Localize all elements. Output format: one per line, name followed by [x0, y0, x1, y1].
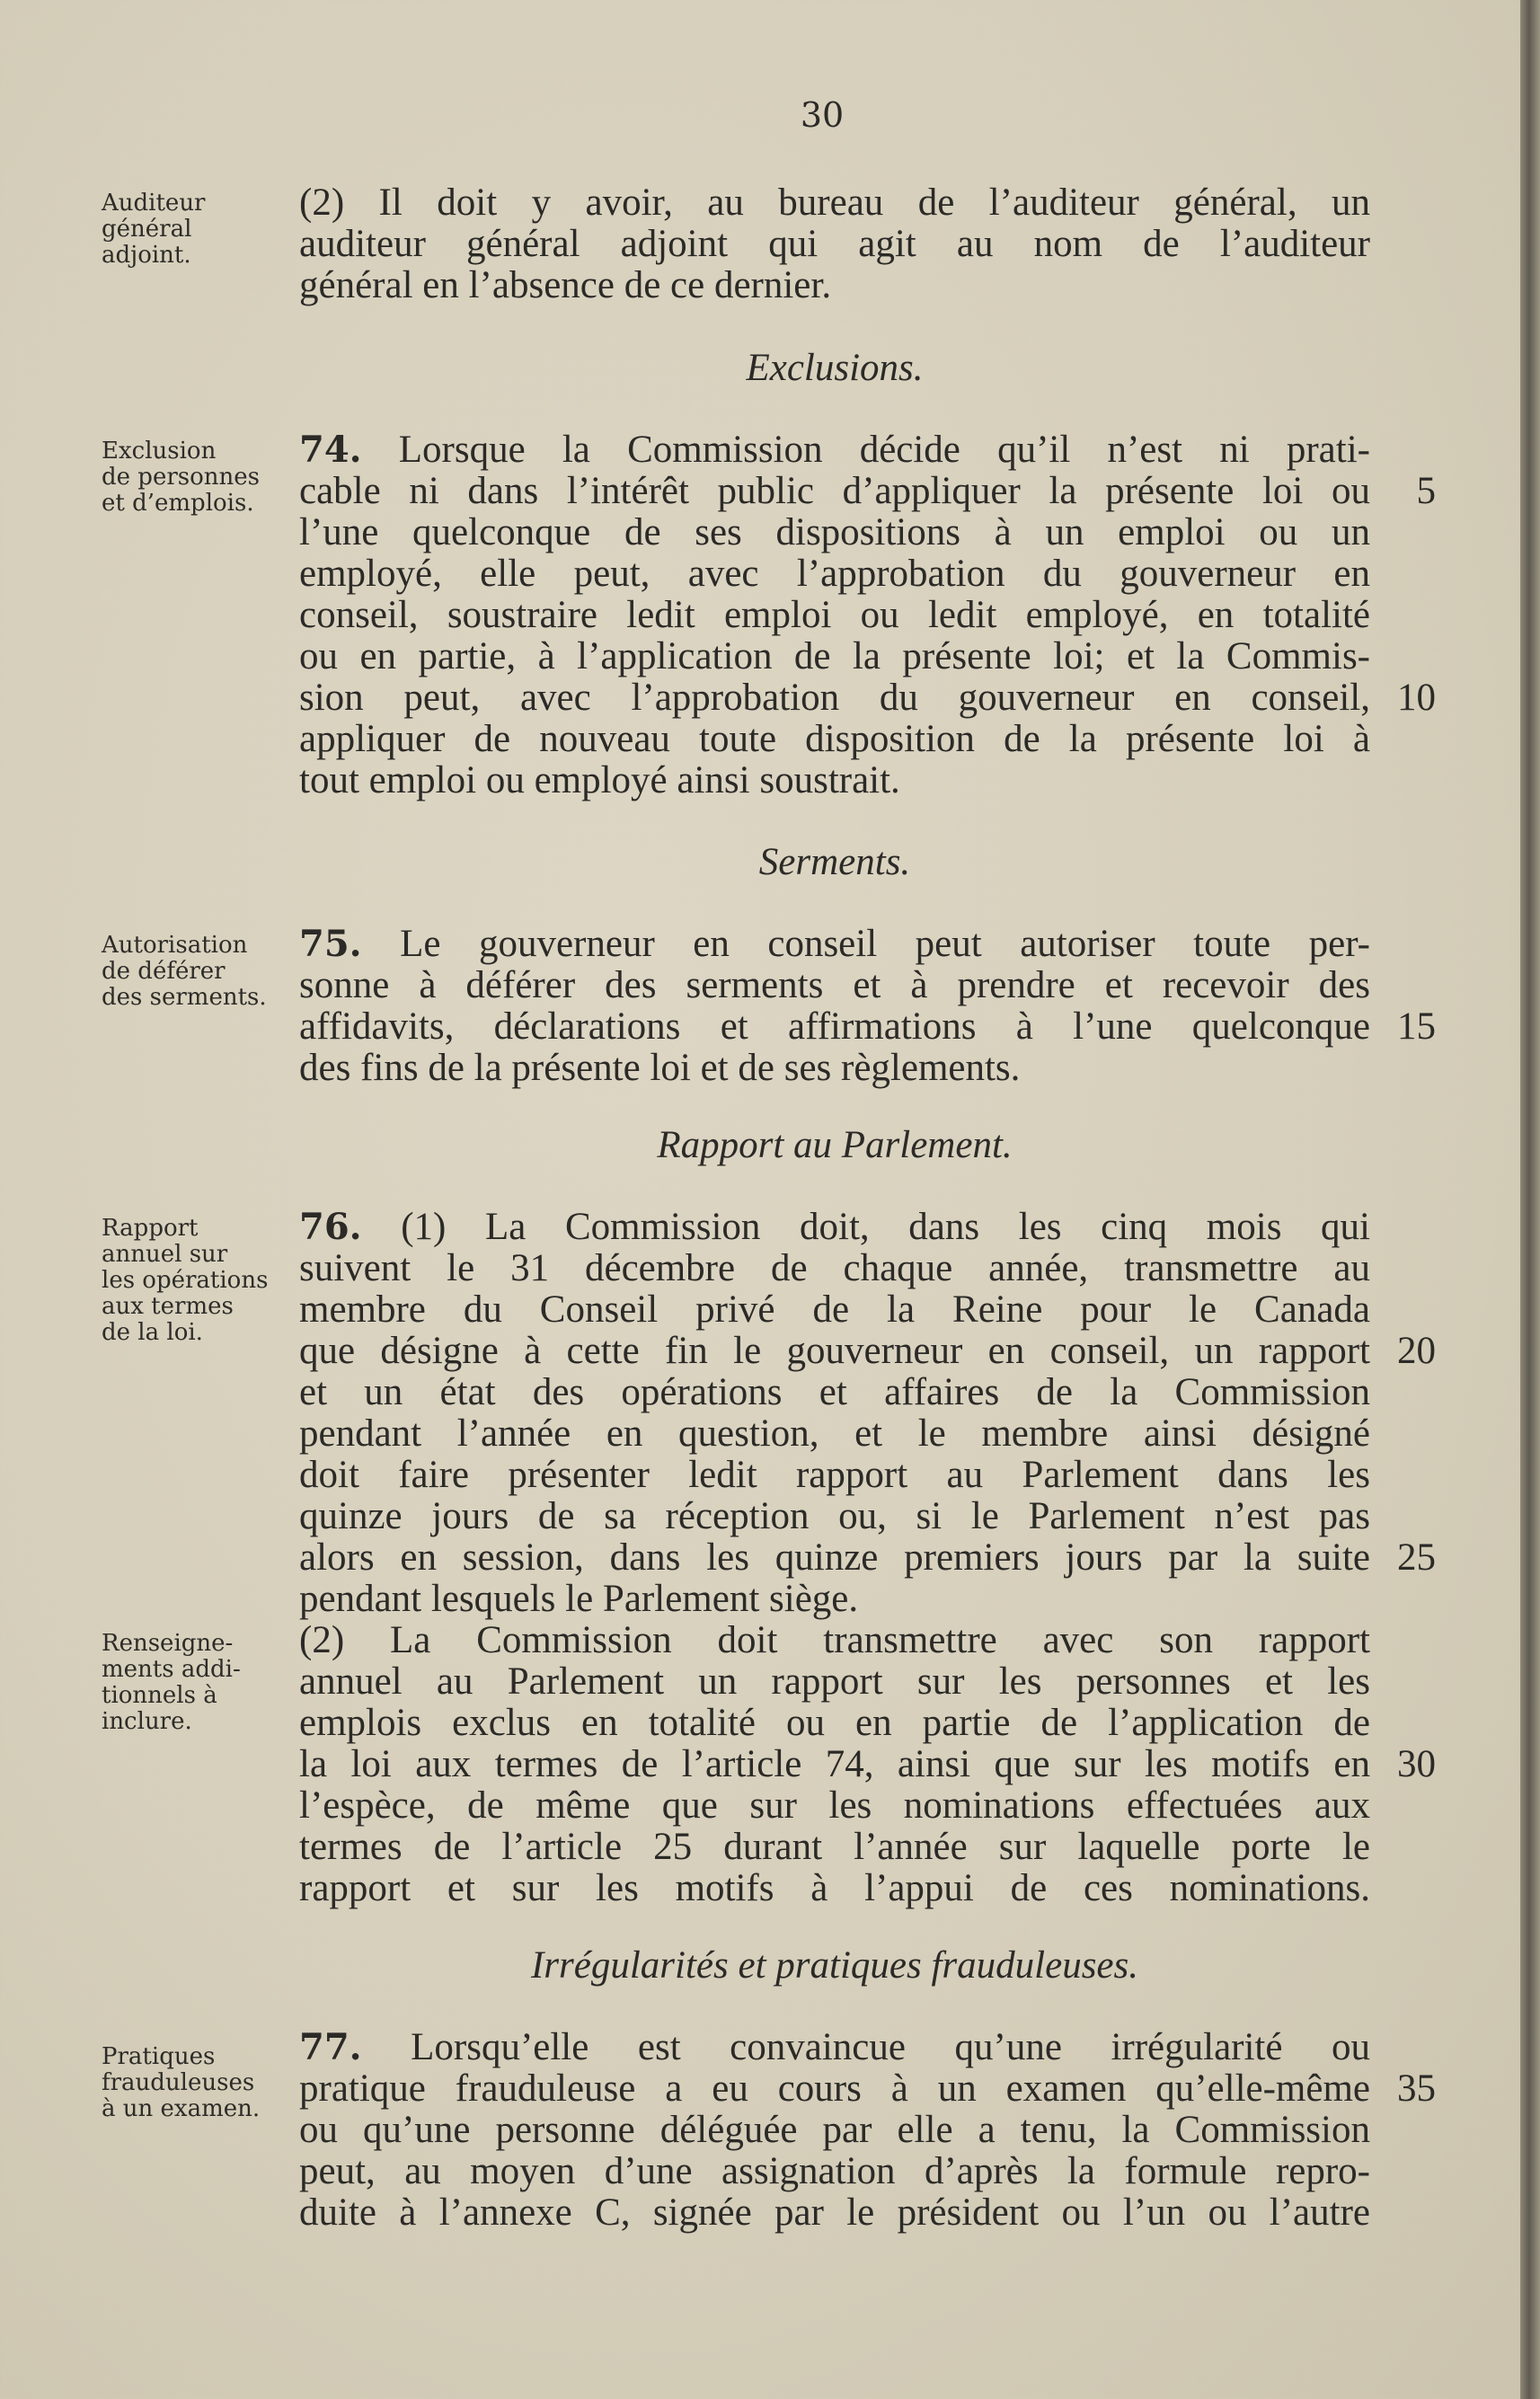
margin-note-line: Exclusion: [102, 438, 217, 465]
margin-note-line: de personnes: [102, 464, 260, 491]
margin-note-line: de la loi.: [102, 1319, 203, 1346]
margin-note-line: Pratiques: [102, 2043, 216, 2070]
body-line: la loi aux termes de l’article 74, ainsi que sur les motifs en: [299, 1744, 1370, 1785]
body-line: affidavits, déclarations et affirmations à l’une quelconque: [299, 1006, 1370, 1048]
body-line: général en l’absence de ce dernier.: [299, 265, 832, 306]
margin-note-line: les opérations: [102, 1267, 269, 1294]
body-line: [299, 2027, 1370, 2068]
margin-note-line: adjoint.: [102, 242, 191, 269]
body-line: pendant l’année en question, et le membre ainsi désigné: [299, 1413, 1370, 1455]
margin-note-line: frauduleuses: [102, 2069, 255, 2096]
margin-note-line: annuel sur: [102, 1241, 228, 1268]
margin-note-line: Renseigne-: [102, 1630, 234, 1657]
body-line: employé, elle peut, avec l’approbation du gouverneur en: [299, 553, 1370, 595]
margin-note-autorisation: [102, 933, 267, 1011]
body-line: des fins de la présente loi et de ses règlements.: [299, 1048, 1021, 1089]
section-number: 77.: [299, 2027, 362, 2068]
section-number: 74.: [299, 429, 362, 471]
line-number: 30: [1397, 1743, 1436, 1785]
body-line: ou qu’une personne déléguée par elle a tenu, la Commission: [299, 2110, 1370, 2151]
body-line: (2) Il doit y avoir, au bureau de l’auditeur général, un: [299, 182, 1370, 224]
section-heading: Rapport au Parlement.: [657, 1124, 1013, 1166]
section-number: 76.: [299, 1207, 362, 1248]
margin-note-line: Autorisation: [102, 932, 248, 959]
body-line: l’espèce, de même que sur les nominations effectuées aux: [299, 1785, 1370, 1827]
body-line: doit faire présenter ledit rapport au Parlement dans les: [299, 1455, 1370, 1496]
margin-note-line: inclure.: [102, 1708, 192, 1735]
body-line-text: Lorsqu’elle est convaincue qu’une irrégularité ou: [361, 2027, 1370, 2068]
body-line-text: Le gouverneur en conseil peut autoriser toute per-: [361, 924, 1370, 965]
margin-note-line: aux termes: [102, 1293, 234, 1320]
margin-note-line: Auditeur: [102, 190, 206, 217]
body-line: [299, 429, 1370, 471]
body-line: cable ni dans l’intérêt public d’appliquer la présente loi ou: [299, 471, 1370, 512]
line-number: 20: [1397, 1330, 1436, 1372]
line-number: 5: [1416, 470, 1436, 512]
margin-note-line: à un examen.: [102, 2095, 261, 2122]
body-line-text: (1) La Commission doit, dans les cinq mois qui: [361, 1207, 1370, 1248]
body-line: [299, 924, 1370, 965]
body-line: alors en session, dans les quinze premiers jours par la suite: [299, 1537, 1370, 1579]
margin-note-auditeur: [102, 190, 206, 269]
body-line-text: Lorsque la Commission décide qu’il n’est ni prati-: [361, 429, 1370, 471]
body-line: conseil, soustraire ledit emploi ou ledit employé, en totalité: [299, 595, 1370, 636]
margin-note-exclusion: [102, 438, 260, 517]
body-line: auditeur général adjoint qui agit au nom de l’auditeur: [299, 224, 1370, 265]
body-line: sion peut, avec l’approbation du gouverneur en conseil,: [299, 677, 1370, 719]
margin-note-rapport: [102, 1216, 268, 1346]
section-number: 75.: [299, 924, 362, 965]
body-line: rapport et sur les motifs à l’appui de ces nominations.: [299, 1868, 1370, 1909]
body-line: quinze jours de sa réception ou, si le Parlement n’est pas: [299, 1496, 1370, 1537]
line-number: 15: [1397, 1005, 1436, 1048]
page-number: 30: [800, 95, 845, 135]
body-line: tout emploi ou employé ainsi soustrait.: [299, 760, 900, 801]
margin-note-renseignements: [102, 1631, 241, 1735]
section-heading: Exclusions.: [746, 347, 924, 389]
body-line: (2) La Commission doit transmettre avec son rapport: [299, 1620, 1370, 1661]
body-line: [299, 1207, 1370, 1248]
body-line: emplois exclus en totalité ou en partie de l’application de: [299, 1703, 1370, 1744]
body-line: ou en partie, à l’application de la présente loi; et la Commis-: [299, 636, 1370, 677]
line-number: 10: [1397, 677, 1436, 719]
margin-note-pratiques: [102, 2044, 260, 2122]
margin-note-line: général: [102, 216, 192, 243]
body-line: peut, au moyen d’une assignation d’après la formule repro-: [299, 2151, 1370, 2192]
body-line: annuel au Parlement un rapport sur les personnes et les: [299, 1661, 1370, 1703]
body-line: et un état des opérations et affaires de la Commission: [299, 1372, 1370, 1413]
body-line: pendant lesquels le Parlement siège.: [299, 1579, 859, 1620]
margin-note-line: des serments.: [102, 984, 267, 1011]
margin-note-line: tionnels à: [102, 1682, 217, 1709]
body-line: duite à l’annexe C, signée par le président ou l’un ou l’autre: [299, 2192, 1370, 2234]
body-line: appliquer de nouveau toute disposition de la présente loi à: [299, 719, 1370, 760]
body-line: membre du Conseil privé de la Reine pour le Canada: [299, 1289, 1370, 1331]
body-line: sonne à déférer des serments et à prendre et recevoir des: [299, 965, 1370, 1006]
margin-note-line: de déférer: [102, 958, 226, 985]
body-line: pratique frauduleuse a eu cours à un examen qu’elle-même: [299, 2068, 1370, 2110]
line-number: 25: [1397, 1536, 1436, 1579]
section-heading: Irrégularités et pratiques frauduleuses.: [530, 1944, 1138, 1987]
body-line: suivent le 31 décembre de chaque année, transmettre au: [299, 1248, 1370, 1289]
body-line: que désigne à cette fin le gouverneur en conseil, un rapport: [299, 1331, 1370, 1372]
margin-note-line: ments addi-: [102, 1656, 241, 1683]
margin-note-line: Rapport: [102, 1215, 199, 1242]
margin-note-line: et d’emplois.: [102, 490, 254, 517]
section-heading: Serments.: [758, 841, 911, 883]
line-number: 35: [1397, 2067, 1436, 2110]
book-spine-shadow: [1520, 0, 1540, 2399]
body-line: l’une quelconque de ses dispositions à un emploi ou un: [299, 512, 1370, 553]
body-line: termes de l’article 25 durant l’année sur laquelle porte le: [299, 1827, 1370, 1868]
